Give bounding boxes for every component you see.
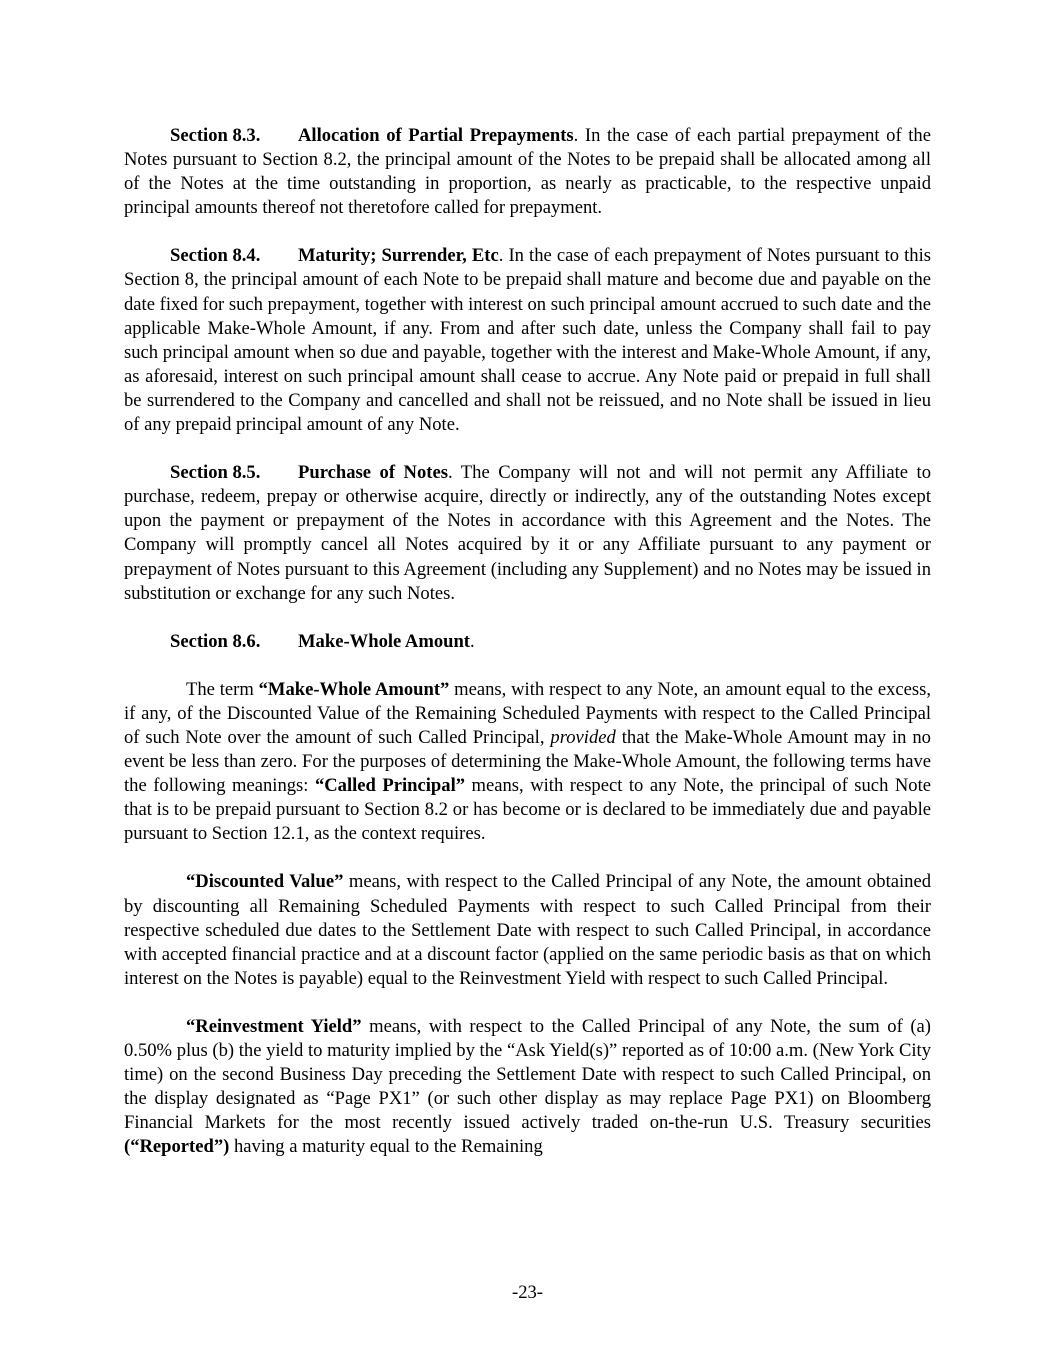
section-8-3 [124,124,931,220]
section-body: In the case of each partial prepayment of the Notes pursuant to Section 8.2, the principal amount of the Notes to be prepaid shall be allocated among all of the Notes at the time outstanding in proportion, as nearly as practicable, to the respective unpaid principal amounts thereof not theretofore called for prepayment. [124,125,931,219]
section-title: Make-Whole Amount [298,630,470,652]
section-number: Section 8.4. [170,245,261,267]
section-title: Purchase of Notes [298,462,448,484]
section-title-punct: . [470,630,475,652]
provided-emphasis: provided [550,726,616,748]
section-title-punct: . [447,462,453,484]
definition-text: having a maturity equal to the Remaining [229,1136,543,1158]
page-number: -23- [512,1282,543,1303]
document-page [124,124,931,1183]
defined-term: “Discounted Value” [186,871,344,893]
section-title-punct: . [498,245,504,267]
definition-text: means, with respect to any Note, the principal of such Note that is to be prepaid pursuant to Section 8.2 or has become or is declared to be immediately due and payable pursuant to Section 12.1, as the context requires. [124,775,932,845]
section-title-punct: . [573,125,579,146]
definition-lead: The term [186,678,259,700]
section-number: Section 8.6. [170,630,261,652]
section-number: Section 8.3. [170,125,261,146]
section-8-5 [124,461,931,606]
defined-term: “Called Principal” [314,775,466,797]
make-whole-definition [124,678,931,847]
section-title: Allocation of Partial Prepayments [298,125,574,146]
defined-term: “Make-Whole Amount” [258,678,450,700]
defined-term: (“Reported”) [124,1136,230,1158]
discounted-value-definition [124,870,931,990]
definition-text: that the Make-Whole Amount may in no event be less than zero. For the purposes of determining the Make-Whole Amount, the following terms have the following meanings: [124,726,931,797]
section-8-6 [124,630,931,654]
section-body: In the case of each prepayment of Notes pursuant to this Section 8, the principal amount of each Note to be prepaid shall mature and become due and payable on the date fixed for such prepayment, together with interest on such principal amount accrued to such date and the applicable Make-Whole Amount, if any. From and after such date, unless the Company shall fail to pay such principal amount when so due and payable, together with the interest and Make-Whole Amount, if any, as aforesaid, interest on such principal amount shall cease to accrue. Any Note paid or prepaid in full shall be surrendered to the Company and cancelled and shall not be reissued, and no Note shall be issued in lieu of any prepaid principal amount of any Note. [124,245,931,436]
section-body: The Company will not and will not permit any Affiliate to purchase, redeem, prepay or otherwise acquire, directly or indirectly, any of the outstanding Notes except upon the payment or prepayment of the Notes in accordance with this Agreement and the Notes. The Company will promptly cancel all Notes acquired by it or any Affiliate pursuant to any payment or prepayment of Notes pursuant to this Agreement (including any Supplement) and no Notes may be issued in substitution or exchange for any such Notes. [124,462,931,604]
definition-text: means, with respect to the Called Principal of any Note, the amount obtained by discounting all Remaining Scheduled Payments with respect to such Called Principal from their respective scheduled due dates to the Settlement Date with respect to such Called Principal, in accordance with accepted financial practice and at a discount factor (applied on the same periodic basis as that on which interest on the Notes is payable) equal to the Reinvestment Yield with respect to such Called Principal. [124,871,931,989]
reinvestment-yield-definition [124,1015,931,1160]
definition-text: means, with respect to the Called Principal of any Note, the sum of (a) 0.50% plus (b) the yield to maturity implied by the “Ask Yield(s)” reported as of 10:00 a.m. (New York City time) on the second Business Day preceding the Settlement Date with respect to such Called Principal, on the display designated as “Page PX1” (or such other display as may replace Page PX1) on Bloomberg Financial Markets for the most recently issued actively traded on-the-run U.S. Treasury securities [124,1015,931,1134]
section-title: Maturity; Surrender, Etc [298,245,499,267]
section-number: Section 8.5. [170,462,261,484]
section-8-4 [124,244,931,437]
defined-term: “Reinvestment Yield” [186,1015,362,1037]
definition-text: means, with respect to any Note, an amount equal to the excess, if any, of the Discounted Value of the Remaining Scheduled Payments with respect to the Called Principal of such Note over the amount of such Called Principal, [124,678,931,748]
